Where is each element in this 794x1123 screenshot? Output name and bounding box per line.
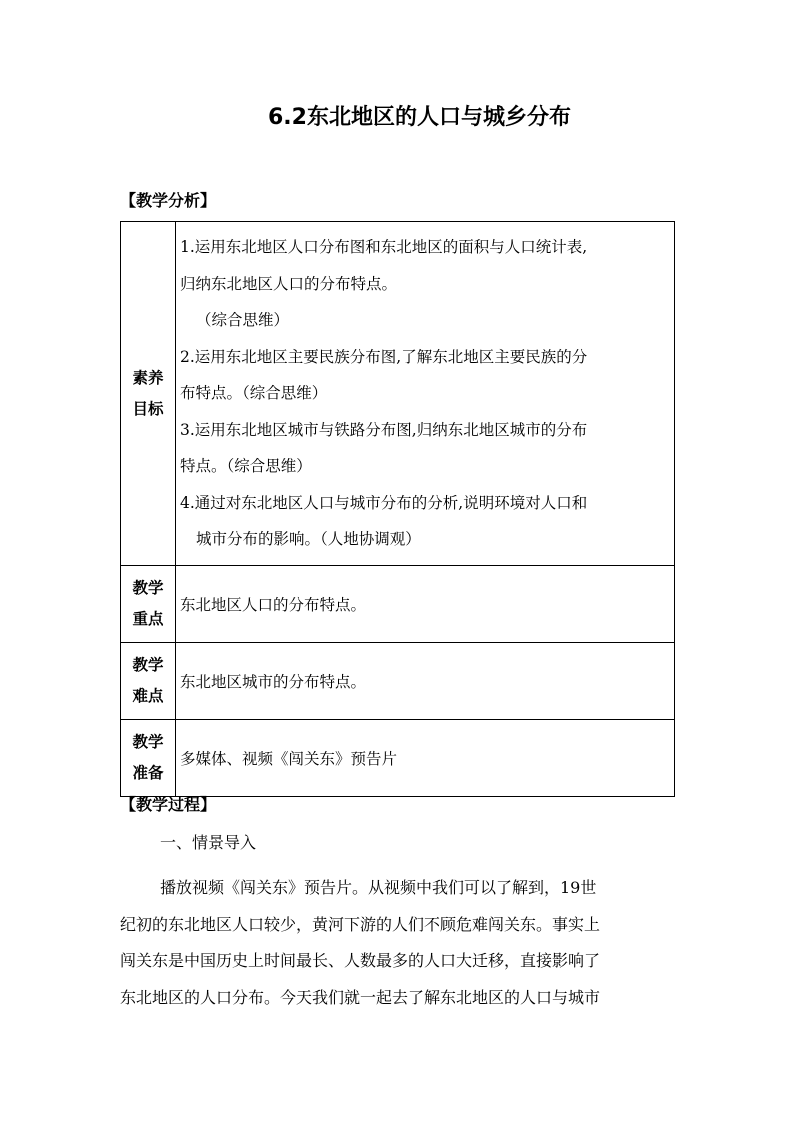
goal-line: 布特点。（综合思维） [180,384,328,403]
difficulty-label: 教学 难点 [121,643,176,720]
goal-line: 1.运用东北地区人口分布图和东北地区的面积与人口统计表, [180,238,588,257]
process-heading: 【教学过程】 [120,795,217,814]
section-intro-heading: 一、情景导入 [160,833,257,852]
key-point-content: 东北地区人口的分布特点。 [176,566,675,643]
key-point-label: 教学 重点 [121,566,176,643]
preparation-label: 教学 准备 [121,720,176,797]
table-row-goals [121,222,675,566]
intro-paragraph [120,870,676,1016]
table-row-difficulty [121,643,675,720]
preparation-content: 多媒体、视频《闯关东》预告片 [176,720,675,797]
difficulty-content: 东北地区城市的分布特点。 [176,643,675,720]
paragraph-line: 东北地区的人口分布。今天我们就一起去了解东北地区的人口与城市 [120,987,601,1007]
paragraph-line: 纪初的东北地区人口较少，黄河下游的人们不顾危难闯关东。事实上 [120,914,601,934]
analysis-heading: 【教学分析】 [120,191,217,210]
goal-line: 3.运用东北地区城市与铁路分布图,归纳东北地区城市的分布 [180,420,588,439]
table-row-key-point [121,566,675,643]
goal-line: 特点。（综合思维） [180,457,312,476]
goal-line: 4.通过对东北地区人口与城市分布的分析,说明环境对人口和 [180,493,588,512]
analysis-table [120,221,675,797]
goal-line: 城市分布的影响。（人地协调观） [196,530,421,549]
goals-content [176,222,675,566]
goal-line: （综合思维） [196,311,290,330]
paragraph-line: 闯关东是中国历史上时间最长、人数最多的人口大迁移，直接影响了 [120,951,601,971]
paragraph-line: 播放视频《闯关东》预告片。从视频中我们可以了解到，19世 [160,878,597,897]
table-row-preparation [121,720,675,797]
goal-line: 归纳东北地区人口的分布特点。 [180,274,398,293]
goals-label: 素养 目标 [121,222,176,566]
page-title: 6.2东北地区的人口与城乡分布 [268,105,571,130]
goal-line: 2.运用东北地区主要民族分布图,了解东北地区主要民族的分 [180,347,588,366]
